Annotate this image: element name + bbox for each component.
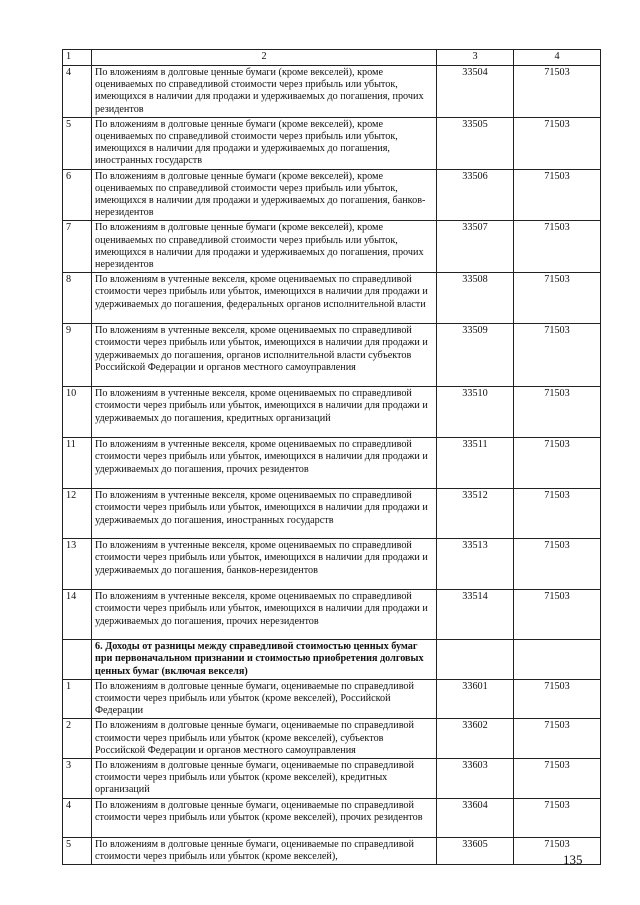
table-row bbox=[63, 221, 601, 273]
row-number: 1 bbox=[63, 679, 92, 719]
table-row bbox=[63, 489, 601, 539]
table-row bbox=[63, 679, 601, 719]
row-code: 33506 bbox=[437, 169, 514, 221]
row-number: 10 bbox=[63, 387, 92, 438]
row-description: По вложениям в долговые ценные бумаги, оцениваемые по справедливой стоимости через прибыль или убыток (кроме векселей), прочих резидентов bbox=[92, 798, 437, 837]
row-description: По вложениям в учтенные векселя, кроме оцениваемых по справедливой стоимости через прибыль или убыток, имеющихся в наличии для продажи и удерживаемых до погашения, прочих нерезидентов bbox=[92, 590, 437, 640]
row-number: 5 bbox=[63, 837, 92, 864]
row-account: 71503 bbox=[514, 273, 601, 324]
table-body bbox=[63, 50, 601, 865]
row-description: По вложениям в долговые ценные бумаги, оцениваемые по справедливой стоимости через прибыль или убыток (кроме векселей), субъектов Российской Федерации и органов местного самоуправления bbox=[92, 719, 437, 759]
row-code: 33514 bbox=[437, 590, 514, 640]
row-account: 71503 bbox=[514, 117, 601, 169]
row-number: 6 bbox=[63, 169, 92, 221]
table-row bbox=[63, 438, 601, 489]
row-account: 71503 bbox=[514, 169, 601, 221]
row-account: 71503 bbox=[514, 221, 601, 273]
header-col-3: 3 bbox=[437, 50, 514, 66]
row-description: По вложениям в долговые ценные бумаги (кроме векселей), кроме оцениваемых по справедливой стоимости через прибыль или убыток, имеющихся в наличии для продажи и удерживаемых до погашения, банков-нерезидентов bbox=[92, 169, 437, 221]
row-code: 33513 bbox=[437, 539, 514, 590]
row-number: 7 bbox=[63, 221, 92, 273]
row-account: 71503 bbox=[514, 798, 601, 837]
row-description: По вложениям в долговые ценные бумаги (кроме векселей), кроме оцениваемых по справедливой стоимости через прибыль или убыток, имеющихся в наличии для продажи и удерживаемых до погашения, иностранных государств bbox=[92, 117, 437, 169]
row-code: 33511 bbox=[437, 438, 514, 489]
row-account: 71503 bbox=[514, 387, 601, 438]
section-heading-row bbox=[63, 640, 601, 680]
table-row bbox=[63, 273, 601, 324]
row-account: 71503 bbox=[514, 719, 601, 759]
row-account: 71503 bbox=[514, 837, 601, 864]
row-description: По вложениям в учтенные векселя, кроме оцениваемых по справедливой стоимости через прибыль или убыток, имеющихся в наличии для продажи и удерживаемых до погашения, банков-нерезидентов bbox=[92, 539, 437, 590]
header-col-2: 2 bbox=[92, 50, 437, 66]
row-code: 33604 bbox=[437, 798, 514, 837]
row-number: 11 bbox=[63, 438, 92, 489]
row-number: 3 bbox=[63, 759, 92, 799]
row-description: По вложениям в учтенные векселя, кроме оцениваемых по справедливой стоимости через прибыль или убыток, имеющихся в наличии для продажи и удерживаемых до погашения, органов исполнительной власти субъектов Российской Федерации и органов местного самоуправления bbox=[92, 324, 437, 387]
table-row bbox=[63, 387, 601, 438]
row-account: 71503 bbox=[514, 324, 601, 387]
row-code: 33601 bbox=[437, 679, 514, 719]
row-code: 33605 bbox=[437, 837, 514, 864]
row-code: 33603 bbox=[437, 759, 514, 799]
table-row bbox=[63, 837, 601, 864]
row-account: 71503 bbox=[514, 489, 601, 539]
row-account: 71503 bbox=[514, 66, 601, 118]
row-number: 12 bbox=[63, 489, 92, 539]
row-number: 9 bbox=[63, 324, 92, 387]
row-code: 33505 bbox=[437, 117, 514, 169]
table-row bbox=[63, 66, 601, 118]
row-description: По вложениям в долговые ценные бумаги, оцениваемые по справедливой стоимости через прибыль или убыток (кроме векселей), Российской Федерации bbox=[92, 679, 437, 719]
row-description: По вложениям в учтенные векселя, кроме оцениваемых по справедливой стоимости через прибыль или убыток, имеющихся в наличии для продажи и удерживаемых до погашения, иностранных государств bbox=[92, 489, 437, 539]
row-number: 5 bbox=[63, 117, 92, 169]
table-row bbox=[63, 590, 601, 640]
row-code: 33504 bbox=[437, 66, 514, 118]
table-row bbox=[63, 798, 601, 837]
table-row bbox=[63, 117, 601, 169]
row-description: По вложениям в учтенные векселя, кроме оцениваемых по справедливой стоимости через прибыль или убыток, имеющихся в наличии для продажи и удерживаемых до погашения, федеральных органов исполнительной власти bbox=[92, 273, 437, 324]
header-col-1: 1 bbox=[63, 50, 92, 66]
row-description: По вложениям в долговые ценные бумаги (кроме векселей), кроме оцениваемых по справедливой стоимости через прибыль или убыток, имеющихся в наличии для продажи и удерживаемых до погашения, прочих нерезидентов bbox=[92, 221, 437, 273]
row-code bbox=[437, 640, 514, 680]
table-row bbox=[63, 759, 601, 799]
document-table bbox=[62, 49, 601, 865]
row-description: По вложениям в долговые ценные бумаги (кроме векселей), кроме оцениваемых по справедливой стоимости через прибыль или убыток, имеющихся в наличии для продажи и удерживаемых до погашения, прочих резидентов bbox=[92, 66, 437, 118]
table-header-row bbox=[63, 50, 601, 66]
table-row bbox=[63, 719, 601, 759]
row-number: 4 bbox=[63, 798, 92, 837]
row-code: 33602 bbox=[437, 719, 514, 759]
row-description: По вложениям в долговые ценные бумаги, оцениваемые по справедливой стоимости через прибыль или убыток (кроме векселей), bbox=[92, 837, 437, 864]
row-code: 33512 bbox=[437, 489, 514, 539]
row-code: 33507 bbox=[437, 221, 514, 273]
row-number bbox=[63, 640, 92, 680]
row-number: 2 bbox=[63, 719, 92, 759]
row-description: По вложениям в долговые ценные бумаги, оцениваемые по справедливой стоимости через прибыль или убыток (кроме векселей), кредитных организаций bbox=[92, 759, 437, 799]
row-code: 33509 bbox=[437, 324, 514, 387]
row-description: По вложениям в учтенные векселя, кроме оцениваемых по справедливой стоимости через прибыль или убыток, имеющихся в наличии для продажи и удерживаемых до погашения, прочих резидентов bbox=[92, 438, 437, 489]
row-account bbox=[514, 640, 601, 680]
row-account: 71503 bbox=[514, 759, 601, 799]
page-number: 135 bbox=[563, 852, 583, 867]
row-account: 71503 bbox=[514, 539, 601, 590]
row-number: 13 bbox=[63, 539, 92, 590]
row-account: 71503 bbox=[514, 679, 601, 719]
row-code: 33510 bbox=[437, 387, 514, 438]
row-number: 4 bbox=[63, 66, 92, 118]
table-row bbox=[63, 324, 601, 387]
section-heading: 6. Доходы от разницы между справедливой стоимостью ценных бумаг при первоначальном признании и стоимостью приобретения долговых ценных бумаг (включая векселя) bbox=[92, 640, 437, 680]
row-code: 33508 bbox=[437, 273, 514, 324]
table-row bbox=[63, 539, 601, 590]
header-col-4: 4 bbox=[514, 50, 601, 66]
row-account: 71503 bbox=[514, 438, 601, 489]
row-description: По вложениям в учтенные векселя, кроме оцениваемых по справедливой стоимости через прибыль или убыток, имеющихся в наличии для продажи и удерживаемых до погашения, кредитных организаций bbox=[92, 387, 437, 438]
row-account: 71503 bbox=[514, 590, 601, 640]
row-number: 8 bbox=[63, 273, 92, 324]
row-number: 14 bbox=[63, 590, 92, 640]
table-row bbox=[63, 169, 601, 221]
